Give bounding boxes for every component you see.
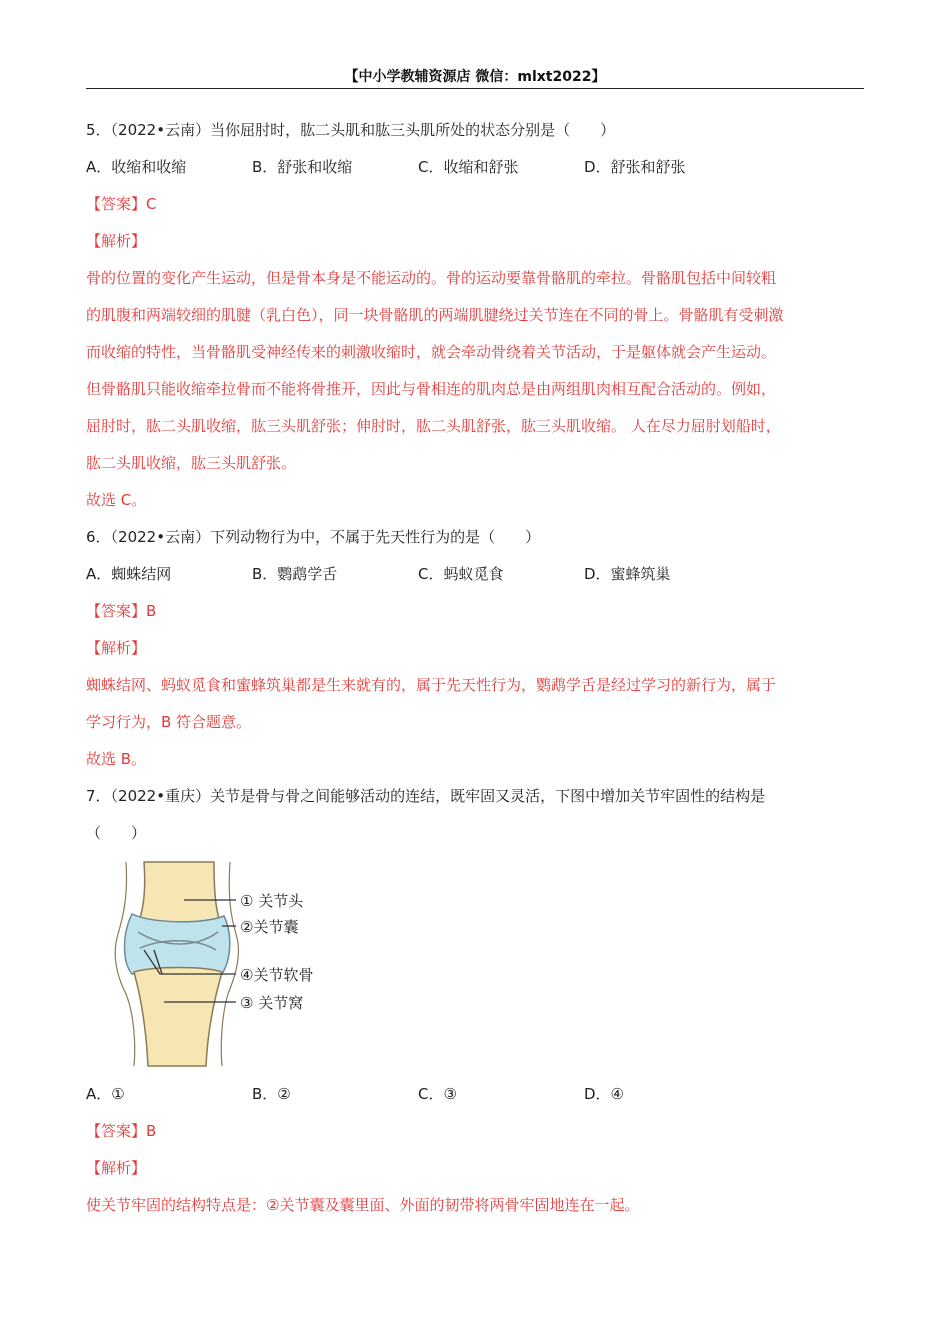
joint-diagram	[86, 854, 864, 1076]
q7-answer: 【答案】B	[86, 1122, 157, 1140]
q6-conclusion: 故选 B。	[86, 750, 147, 768]
q7-option-d: D．④	[584, 1085, 624, 1103]
label-articular-cartilage: ④关节软骨	[240, 966, 314, 984]
q7-option-c: C．③	[418, 1085, 457, 1103]
q5-option-d: D．舒张和舒张	[584, 158, 686, 176]
q7-analysis-line: 使关节牢固的结构特点是：②关节囊及囊里面、外面的韧带将两骨牢固地连在一起。	[86, 1196, 640, 1214]
q5-option-b: B．舒张和收缩	[252, 158, 353, 176]
q6-options	[86, 556, 864, 593]
question-content	[86, 112, 864, 1224]
q5-analysis-line: 的肌腹和两端较细的肌腱（乳白色），同一块骨骼肌的两端肌腱绕过关节连在不同的骨上。骨骼肌有受刺激	[86, 306, 784, 324]
q5-analysis-line: 但骨骼肌只能收缩牵拉骨而不能将骨推开，因此与骨相连的肌肉总是由两组肌肉相互配合活动的。例如，	[86, 380, 777, 398]
q5-answer: 【答案】C	[86, 195, 157, 213]
page-header: 【中小学教辅资源店 微信：mlxt2022】	[344, 69, 606, 85]
q6-analysis-line: 学习行为，B 符合题意。	[86, 713, 252, 731]
q5-options	[86, 149, 864, 186]
q6-analysis-line: 蜘蛛结网、蚂蚁觅食和蜜蜂筑巢都是生来就有的，属于先天性行为，鹦鹉学舌是经过学习的新行为，属于	[86, 676, 777, 694]
q6-option-b: B．鹦鹉学舌	[252, 565, 338, 583]
q6-option-c: C．蚂蚁觅食	[418, 565, 504, 583]
q5-analysis-label: 【解析】	[86, 232, 147, 250]
q7-stem-blank: （ ）	[86, 824, 147, 842]
q5-conclusion: 故选 C。	[86, 491, 147, 509]
q6-stem: 6．（2022•云南）下列动物行为中，不属于先天性行为的是（ ）	[86, 528, 541, 546]
q5-analysis-line: 骨的位置的变化产生运动，但是骨本身是不能运动的。骨的运动要靠骨骼肌的牵拉。骨骼肌包括中间较粗	[86, 269, 777, 287]
label-joint-head: ① 关节头	[240, 892, 304, 910]
header-divider	[86, 88, 864, 89]
q7-analysis-label: 【解析】	[86, 1159, 147, 1177]
q6-option-a: A．蜘蛛结网	[86, 565, 172, 583]
label-joint-capsule: ②关节囊	[240, 918, 299, 936]
q5-analysis-line: 而收缩的特性，当骨骼肌受神经传来的刺激收缩时，就会牵动骨绕着关节活动，于是躯体就会产生运动。	[86, 343, 777, 361]
q5-stem: 5．（2022•云南）当你屈肘时，肱二头肌和肱三头肌所处的状态分别是（ ）	[86, 121, 616, 139]
q5-analysis-line: 肱二头肌收缩，肱三头肌舒张。	[86, 454, 297, 472]
q7-option-b: B．②	[252, 1085, 291, 1103]
label-joint-socket: ③ 关节窝	[240, 994, 304, 1012]
q7-option-a: A．①	[86, 1085, 125, 1103]
q6-answer: 【答案】B	[86, 602, 157, 620]
joint-illustration	[104, 854, 424, 1072]
q7-stem: 7．（2022•重庆）关节是骨与骨之间能够活动的连结，既牢固又灵活，下图中增加关节牢固性的结构是	[86, 787, 766, 805]
q5-analysis-line: 屈肘时，肱二头肌收缩，肱三头肌舒张；伸肘时，肱二头肌舒张，肱三头肌收缩。 人在尽力屈肘划船时，	[86, 417, 781, 435]
q6-option-d: D．蜜蜂筑巢	[584, 565, 671, 583]
q6-analysis-label: 【解析】	[86, 639, 147, 657]
q7-options	[86, 1076, 864, 1113]
q5-option-c: C．收缩和舒张	[418, 158, 519, 176]
lower-bone-shape	[134, 968, 222, 1067]
q5-option-a: A．收缩和收缩	[86, 158, 187, 176]
